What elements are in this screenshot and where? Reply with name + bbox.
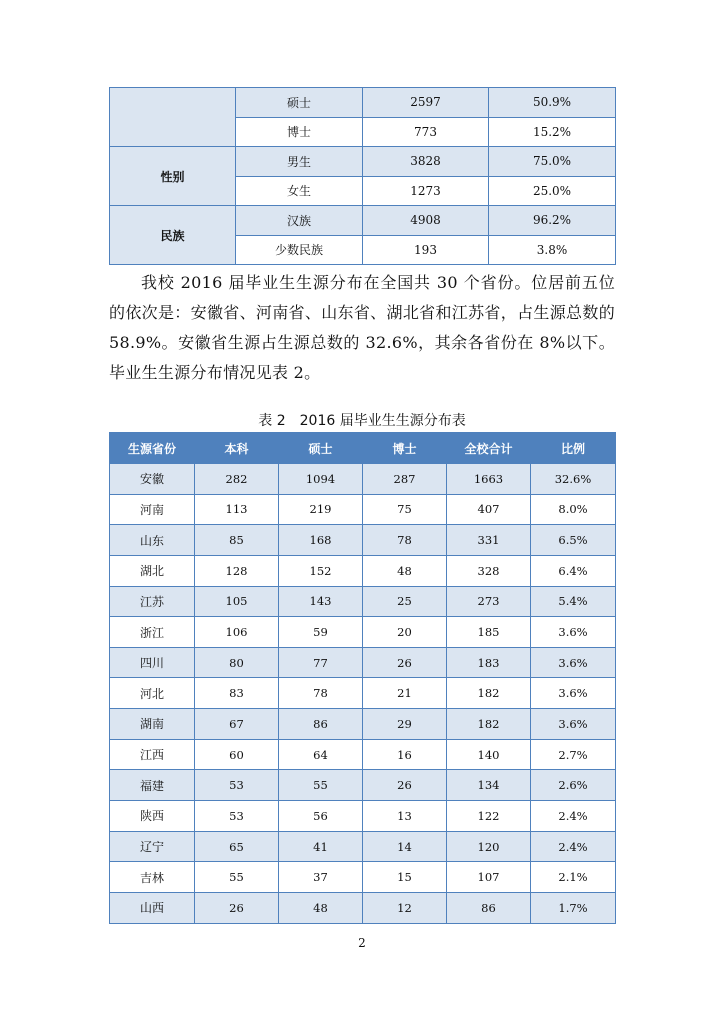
province-cell: 湖南 xyxy=(110,709,195,740)
value-cell: 78 xyxy=(363,525,447,556)
sub-category-cell: 硕士 xyxy=(236,88,363,118)
table-row xyxy=(110,464,616,495)
table-row xyxy=(110,88,616,118)
body-paragraph xyxy=(109,268,615,388)
table-row xyxy=(110,586,616,617)
value-cell: 2.4% xyxy=(531,831,616,862)
province-cell: 陕西 xyxy=(110,801,195,832)
value-cell: 2.6% xyxy=(531,770,616,801)
value-cell: 3.6% xyxy=(531,678,616,709)
province-cell: 山东 xyxy=(110,525,195,556)
sub-category-cell: 少数民族 xyxy=(236,235,363,265)
table-row xyxy=(110,647,616,678)
province-cell: 安徽 xyxy=(110,464,195,495)
value-cell: 122 xyxy=(447,801,531,832)
value-cell: 55 xyxy=(279,770,363,801)
table-header-row xyxy=(110,433,616,464)
table-row xyxy=(110,555,616,586)
value-cell: 77 xyxy=(279,647,363,678)
province-cell: 河北 xyxy=(110,678,195,709)
value-cell: 140 xyxy=(447,739,531,770)
paragraph-text: 我校 2016 届毕业生生源分布在全国共 30 个省份。位居前五位的依次是：安徽省、河南省、山东省、湖北省和江苏省，占生源总数的 58.9%。安徽省生源占生源总数的 32.6%，其余各省份在 8%以下。毕业生生源分布情况见表 2。 xyxy=(109,273,615,382)
value-cell: 219 xyxy=(279,494,363,525)
value-cell: 407 xyxy=(447,494,531,525)
table-row xyxy=(110,801,616,832)
value-cell: 53 xyxy=(195,801,279,832)
value-cell: 48 xyxy=(363,555,447,586)
value-cell: 287 xyxy=(363,464,447,495)
province-cell: 山西 xyxy=(110,892,195,923)
group-cell-degree xyxy=(110,88,236,147)
value-cell: 273 xyxy=(447,586,531,617)
value-cell: 1.7% xyxy=(531,892,616,923)
group-cell-gender: 性别 xyxy=(110,147,236,206)
student-origin-table xyxy=(109,432,616,924)
value-cell: 83 xyxy=(195,678,279,709)
value-cell: 29 xyxy=(363,709,447,740)
table-row xyxy=(110,206,616,236)
percent-cell: 50.9% xyxy=(489,88,616,118)
value-cell: 75 xyxy=(363,494,447,525)
percent-cell: 75.0% xyxy=(489,147,616,177)
table-row xyxy=(110,862,616,893)
value-cell: 2.7% xyxy=(531,739,616,770)
province-cell: 浙江 xyxy=(110,617,195,648)
count-cell: 773 xyxy=(363,117,489,147)
percent-cell: 96.2% xyxy=(489,206,616,236)
value-cell: 15 xyxy=(363,862,447,893)
value-cell: 41 xyxy=(279,831,363,862)
value-cell: 105 xyxy=(195,586,279,617)
sub-category-cell: 汉族 xyxy=(236,206,363,236)
value-cell: 182 xyxy=(447,709,531,740)
count-cell: 3828 xyxy=(363,147,489,177)
value-cell: 21 xyxy=(363,678,447,709)
province-cell: 吉林 xyxy=(110,862,195,893)
page-number: 2 xyxy=(358,936,366,950)
value-cell: 3.6% xyxy=(531,647,616,678)
value-cell: 168 xyxy=(279,525,363,556)
value-cell: 25 xyxy=(363,586,447,617)
table-caption: 表 2 2016 届毕业生生源分布表 xyxy=(258,413,466,429)
value-cell: 2.4% xyxy=(531,801,616,832)
percent-cell: 15.2% xyxy=(489,117,616,147)
value-cell: 55 xyxy=(195,862,279,893)
value-cell: 37 xyxy=(279,862,363,893)
table-row xyxy=(110,678,616,709)
value-cell: 134 xyxy=(447,770,531,801)
value-cell: 182 xyxy=(447,678,531,709)
value-cell: 183 xyxy=(447,647,531,678)
value-cell: 59 xyxy=(279,617,363,648)
value-cell: 64 xyxy=(279,739,363,770)
count-cell: 193 xyxy=(363,235,489,265)
value-cell: 143 xyxy=(279,586,363,617)
column-header: 比例 xyxy=(531,433,616,464)
value-cell: 331 xyxy=(447,525,531,556)
value-cell: 26 xyxy=(363,770,447,801)
value-cell: 152 xyxy=(279,555,363,586)
value-cell: 107 xyxy=(447,862,531,893)
value-cell: 65 xyxy=(195,831,279,862)
value-cell: 20 xyxy=(363,617,447,648)
table-row xyxy=(110,739,616,770)
count-cell: 4908 xyxy=(363,206,489,236)
table-row xyxy=(110,617,616,648)
value-cell: 3.6% xyxy=(531,709,616,740)
table-row xyxy=(110,525,616,556)
degree-gender-ethnicity-table xyxy=(109,87,616,265)
value-cell: 120 xyxy=(447,831,531,862)
value-cell: 282 xyxy=(195,464,279,495)
value-cell: 106 xyxy=(195,617,279,648)
value-cell: 80 xyxy=(195,647,279,678)
column-header: 硕士 xyxy=(279,433,363,464)
value-cell: 26 xyxy=(195,892,279,923)
table-row xyxy=(110,770,616,801)
value-cell: 1663 xyxy=(447,464,531,495)
value-cell: 2.1% xyxy=(531,862,616,893)
value-cell: 53 xyxy=(195,770,279,801)
value-cell: 32.6% xyxy=(531,464,616,495)
value-cell: 85 xyxy=(195,525,279,556)
table-row xyxy=(110,892,616,923)
value-cell: 26 xyxy=(363,647,447,678)
table-row xyxy=(110,709,616,740)
value-cell: 1094 xyxy=(279,464,363,495)
value-cell: 67 xyxy=(195,709,279,740)
province-cell: 四川 xyxy=(110,647,195,678)
table-row xyxy=(110,494,616,525)
value-cell: 60 xyxy=(195,739,279,770)
value-cell: 6.4% xyxy=(531,555,616,586)
province-cell: 河南 xyxy=(110,494,195,525)
province-cell: 辽宁 xyxy=(110,831,195,862)
value-cell: 12 xyxy=(363,892,447,923)
column-header: 全校合计 xyxy=(447,433,531,464)
value-cell: 13 xyxy=(363,801,447,832)
value-cell: 8.0% xyxy=(531,494,616,525)
sub-category-cell: 女生 xyxy=(236,176,363,206)
province-cell: 福建 xyxy=(110,770,195,801)
value-cell: 128 xyxy=(195,555,279,586)
value-cell: 78 xyxy=(279,678,363,709)
count-cell: 1273 xyxy=(363,176,489,206)
value-cell: 16 xyxy=(363,739,447,770)
value-cell: 3.6% xyxy=(531,617,616,648)
province-cell: 江苏 xyxy=(110,586,195,617)
column-header: 本科 xyxy=(195,433,279,464)
value-cell: 113 xyxy=(195,494,279,525)
table-body xyxy=(110,464,616,924)
value-cell: 56 xyxy=(279,801,363,832)
sub-category-cell: 博士 xyxy=(236,117,363,147)
value-cell: 328 xyxy=(447,555,531,586)
table-row xyxy=(110,831,616,862)
column-header: 生源省份 xyxy=(110,433,195,464)
value-cell: 6.5% xyxy=(531,525,616,556)
percent-cell: 25.0% xyxy=(489,176,616,206)
count-cell: 2597 xyxy=(363,88,489,118)
value-cell: 48 xyxy=(279,892,363,923)
group-cell-ethnicity: 民族 xyxy=(110,206,236,265)
value-cell: 185 xyxy=(447,617,531,648)
province-cell: 江西 xyxy=(110,739,195,770)
percent-cell: 3.8% xyxy=(489,235,616,265)
value-cell: 14 xyxy=(363,831,447,862)
province-cell: 湖北 xyxy=(110,555,195,586)
column-header: 博士 xyxy=(363,433,447,464)
value-cell: 5.4% xyxy=(531,586,616,617)
value-cell: 86 xyxy=(447,892,531,923)
value-cell: 86 xyxy=(279,709,363,740)
sub-category-cell: 男生 xyxy=(236,147,363,177)
table-row xyxy=(110,147,616,177)
